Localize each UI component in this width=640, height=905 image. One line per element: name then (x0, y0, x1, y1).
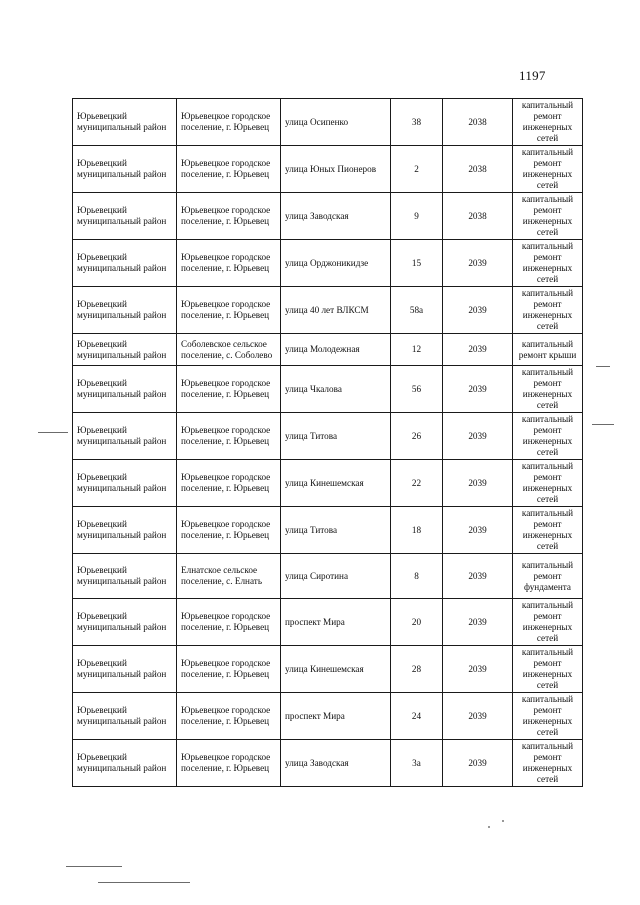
house-number-cell: 26 (391, 413, 443, 460)
year-cell: 2039 (443, 240, 513, 287)
year-cell: 2039 (443, 507, 513, 554)
year-cell: 2039 (443, 693, 513, 740)
district-cell: Юрьевецкий муниципальный район (73, 366, 177, 413)
work-type-cell: капитальный ремонт инженерных сетей (513, 460, 583, 507)
work-type-cell: капитальный ремонт инженерных сетей (513, 693, 583, 740)
street-cell: улица Титова (281, 413, 391, 460)
table-row (73, 507, 583, 554)
district-cell: Юрьевецкий муниципальный район (73, 287, 177, 334)
street-cell: улица Титова (281, 507, 391, 554)
street-cell: улица Заводская (281, 193, 391, 240)
district-cell: Юрьевецкий муниципальный район (73, 507, 177, 554)
settlement-cell: Юрьевецкое городское поселение, г. Юрьевец (177, 740, 281, 787)
work-type-cell: капитальный ремонт инженерных сетей (513, 740, 583, 787)
table-row (73, 366, 583, 413)
year-cell: 2039 (443, 554, 513, 599)
street-cell: улица Кинешемская (281, 646, 391, 693)
work-type-cell: капитальный ремонт инженерных сетей (513, 99, 583, 146)
house-number-cell: 3а (391, 740, 443, 787)
house-number-cell: 8 (391, 554, 443, 599)
work-type-cell: капитальный ремонт фундамента (513, 554, 583, 599)
street-cell: проспект Мира (281, 599, 391, 646)
settlement-cell: Юрьевецкое городское поселение, г. Юрьевец (177, 599, 281, 646)
district-cell: Юрьевецкий муниципальный район (73, 99, 177, 146)
work-type-cell: капитальный ремонт инженерных сетей (513, 193, 583, 240)
housing-repair-table (72, 98, 583, 787)
work-type-cell: капитальный ремонт инженерных сетей (513, 240, 583, 287)
district-cell: Юрьевецкий муниципальный район (73, 240, 177, 287)
year-cell: 2039 (443, 646, 513, 693)
district-cell: Юрьевецкий муниципальный район (73, 693, 177, 740)
table-row (73, 99, 583, 146)
year-cell: 2039 (443, 366, 513, 413)
scan-dot (488, 826, 490, 828)
street-cell: улица Заводская (281, 740, 391, 787)
house-number-cell: 2 (391, 146, 443, 193)
house-number-cell: 9 (391, 193, 443, 240)
scan-dot (502, 820, 504, 822)
year-cell: 2039 (443, 460, 513, 507)
settlement-cell: Елнатское сельское поселение, с. Елнать (177, 554, 281, 599)
scan-mark (66, 866, 122, 867)
table-row (73, 334, 583, 366)
scan-mark (98, 882, 190, 883)
settlement-cell: Юрьевецкое городское поселение, г. Юрьевец (177, 366, 281, 413)
district-cell: Юрьевецкий муниципальный район (73, 334, 177, 366)
settlement-cell: Юрьевецкое городское поселение, г. Юрьевец (177, 646, 281, 693)
settlement-cell: Юрьевецкое городское поселение, г. Юрьевец (177, 146, 281, 193)
house-number-cell: 18 (391, 507, 443, 554)
house-number-cell: 38 (391, 99, 443, 146)
settlement-cell: Юрьевецкое городское поселение, г. Юрьевец (177, 193, 281, 240)
street-cell: улица Чкалова (281, 366, 391, 413)
table-row (73, 240, 583, 287)
house-number-cell: 28 (391, 646, 443, 693)
table-row (73, 193, 583, 240)
house-number-cell: 56 (391, 366, 443, 413)
district-cell: Юрьевецкий муниципальный район (73, 193, 177, 240)
house-number-cell: 24 (391, 693, 443, 740)
scan-mark (592, 424, 614, 425)
street-cell: улица Осипенко (281, 99, 391, 146)
year-cell: 2039 (443, 740, 513, 787)
settlement-cell: Юрьевецкое городское поселение, г. Юрьевец (177, 287, 281, 334)
street-cell: улица Сиротина (281, 554, 391, 599)
table-row (73, 693, 583, 740)
settlement-cell: Юрьевецкое городское поселение, г. Юрьевец (177, 693, 281, 740)
year-cell: 2038 (443, 99, 513, 146)
year-cell: 2039 (443, 413, 513, 460)
scan-mark (596, 366, 610, 367)
table-row (73, 646, 583, 693)
table-row (73, 146, 583, 193)
district-cell: Юрьевецкий муниципальный район (73, 146, 177, 193)
district-cell: Юрьевецкий муниципальный район (73, 740, 177, 787)
page-number: 1197 (519, 68, 546, 83)
work-type-cell: капитальный ремонт инженерных сетей (513, 507, 583, 554)
year-cell: 2038 (443, 146, 513, 193)
district-cell: Юрьевецкий муниципальный район (73, 599, 177, 646)
settlement-cell: Юрьевецкое городское поселение, г. Юрьевец (177, 240, 281, 287)
street-cell: улица Орджоникидзе (281, 240, 391, 287)
table-row (73, 554, 583, 599)
district-cell: Юрьевецкий муниципальный район (73, 413, 177, 460)
street-cell: улица Юных Пионеров (281, 146, 391, 193)
settlement-cell: Юрьевецкое городское поселение, г. Юрьевец (177, 460, 281, 507)
district-cell: Юрьевецкий муниципальный район (73, 460, 177, 507)
street-cell: проспект Мира (281, 693, 391, 740)
district-cell: Юрьевецкий муниципальный район (73, 554, 177, 599)
house-number-cell: 22 (391, 460, 443, 507)
year-cell: 2038 (443, 193, 513, 240)
table-row (73, 413, 583, 460)
table-row (73, 287, 583, 334)
year-cell: 2039 (443, 334, 513, 366)
work-type-cell: капитальный ремонт инженерных сетей (513, 287, 583, 334)
table-body (73, 99, 583, 787)
house-number-cell: 58а (391, 287, 443, 334)
street-cell: улица 40 лет ВЛКСМ (281, 287, 391, 334)
work-type-cell: капитальный ремонт инженерных сетей (513, 599, 583, 646)
table-row (73, 599, 583, 646)
street-cell: улица Кинешемская (281, 460, 391, 507)
work-type-cell: капитальный ремонт инженерных сетей (513, 146, 583, 193)
year-cell: 2039 (443, 287, 513, 334)
settlement-cell: Юрьевецкое городское поселение, г. Юрьевец (177, 507, 281, 554)
street-cell: улица Молодежная (281, 334, 391, 366)
work-type-cell: капитальный ремонт инженерных сетей (513, 413, 583, 460)
settlement-cell: Соболевское сельское поселение, с. Соболево (177, 334, 281, 366)
house-number-cell: 20 (391, 599, 443, 646)
scan-mark (38, 432, 68, 433)
work-type-cell: капитальный ремонт инженерных сетей (513, 366, 583, 413)
district-cell: Юрьевецкий муниципальный район (73, 646, 177, 693)
table-row (73, 460, 583, 507)
house-number-cell: 15 (391, 240, 443, 287)
year-cell: 2039 (443, 599, 513, 646)
settlement-cell: Юрьевецкое городское поселение, г. Юрьевец (177, 413, 281, 460)
settlement-cell: Юрьевецкое городское поселение, г. Юрьевец (177, 99, 281, 146)
work-type-cell: капитальный ремонт крыши (513, 334, 583, 366)
house-number-cell: 12 (391, 334, 443, 366)
work-type-cell: капитальный ремонт инженерных сетей (513, 646, 583, 693)
table-row (73, 740, 583, 787)
